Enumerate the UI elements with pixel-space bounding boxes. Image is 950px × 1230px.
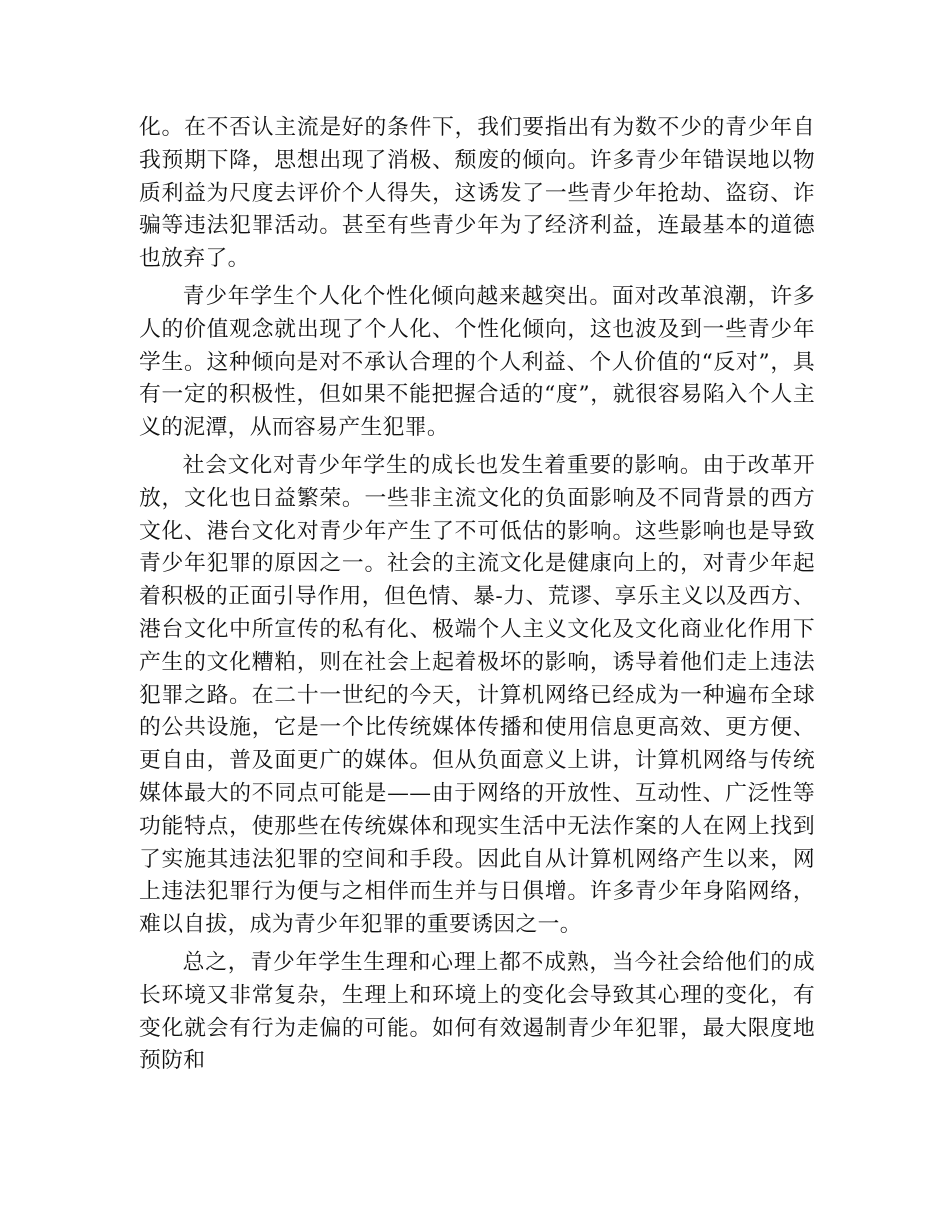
document-body: [139, 112, 815, 1083]
paragraph-individualization: 青少年学生个人化个性化倾向越来越突出。面对改革浪潮，许多人的价值观念就出现了个人化、个性化倾向，这也波及到一些青少年学生。这种倾向是对不承认合理的个人利益、个人价值的“反对”，具有一定的积极性，但如果不能把握合适的“度”，就很容易陷入个人主义的泥潭，从而容易产生犯罪。: [139, 283, 815, 441]
paragraph-conclusion: 总之，青少年学生生理和心理上都不成熟，当今社会给他们的成长环境又非常复杂，生理上和环境上的变化会导致其心理的变化，有变化就会有行为走偏的可能。如何有效遏制青少年犯罪，最大限度地预防和: [139, 949, 815, 1074]
paragraph-continued: 化。在不否认主流是好的条件下，我们要指出有为数不少的青少年自我预期下降，思想出现了消极、颓废的倾向。许多青少年错误地以物质利益为尺度去评价个人得失，这诱发了一些青少年抢劫、盗窃、诈骗等违法犯罪活动。甚至有些青少年为了经济利益，连最基本的道德也放弃了。: [139, 115, 815, 272]
paragraph-social-culture: 社会文化对青少年学生的成长也发生着重要的影响。由于改革开放，文化也日益繁荣。一些非主流文化的负面影响及不同背景的西方文化、港台文化对青少年产生了不可低估的影响。这些影响也是导致青少年犯罪的原因之一。社会的主流文化是健康向上的，对青少年起着积极的正面引导作用，但色情、暴-力、荒谬、享乐主义以及西方、港台文化中所宣传的私有化、极端个人主义文化及文化商业化作用下产生的文化糟粕，则在社会上起着极坏的影响，诱导着他们走上违法犯罪之路。在二十一世纪的今天，计算机网络已经成为一种遍布全球的公共设施，它是一个比传统媒体传播和使用信息更高效、更方便、更自由，普及面更广的媒体。但从负面意义上讲，计算机网络与传统媒体最大的不同点可能是——由于网络的开放性、互动性、广泛性等功能特点，使那些在传统媒体和现实生活中无法作案的人在网上找到了实施其违法犯罪的空间和手段。因此自从计算机网络产生以来，网上违法犯罪行为便与之相伴而生并与日俱增。许多青少年身陷网络，难以自拔，成为青少年犯罪的重要诱因之一。: [139, 452, 815, 938]
